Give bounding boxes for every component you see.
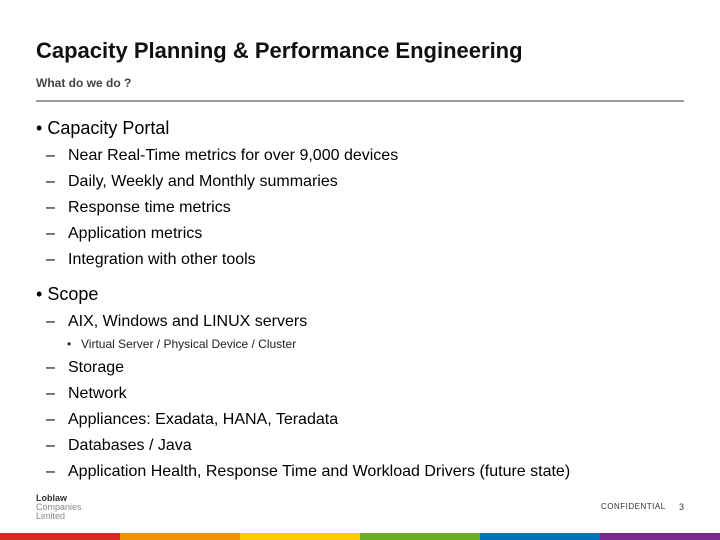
color-segment — [240, 533, 360, 540]
sub-list-item: • Virtual Server / Physical Device / Cluster — [67, 337, 297, 351]
dash-icon: – — [46, 463, 55, 480]
color-segment — [0, 533, 120, 540]
list-item: – Integration with other tools — [46, 251, 256, 268]
list-item: – Daily, Weekly and Monthly summaries — [46, 173, 338, 190]
list-item: – Application metrics — [46, 225, 203, 242]
dash-icon: – — [46, 225, 55, 242]
bullet-icon: • — [36, 118, 43, 138]
list-item: – Network — [46, 385, 127, 402]
list-item: – Appliances: Exadata, HANA, Teradata — [46, 411, 339, 428]
dash-icon: – — [46, 437, 55, 454]
page-number: 3 — [679, 502, 685, 512]
bullet-icon: • — [36, 284, 43, 304]
list-item: – Response time metrics — [46, 199, 231, 216]
title-divider — [36, 100, 684, 102]
confidential-label: CONFIDENTIAL — [601, 502, 666, 511]
dash-icon: – — [46, 385, 55, 402]
bullet-icon: • — [67, 337, 72, 351]
list-item: – AIX, Windows and LINUX servers — [46, 313, 308, 330]
list-item: – Application Health, Response Time and Workload Drivers (future state) — [46, 463, 571, 480]
list-item: – Near Real-Time metrics for over 9,000 devices — [46, 147, 399, 164]
section-heading-scope: • Scope — [36, 284, 99, 304]
list-item: – Databases / Java — [46, 437, 192, 454]
slide-title: Capacity Planning & Performance Engineering — [36, 38, 523, 63]
company-logo: Loblaw Companies Limited — [36, 493, 82, 521]
color-segment — [360, 533, 480, 540]
dash-icon: – — [46, 411, 55, 428]
dash-icon: – — [46, 313, 55, 330]
section-heading-capacity-portal: • Capacity Portal — [36, 118, 170, 138]
color-segment — [480, 533, 600, 540]
dash-icon: – — [46, 251, 55, 268]
slide-subtitle: What do we do ? — [36, 76, 132, 90]
color-bar — [0, 533, 720, 540]
dash-icon: – — [46, 359, 55, 376]
color-segment — [600, 533, 720, 540]
list-item: – Storage — [46, 359, 125, 376]
color-segment — [120, 533, 240, 540]
dash-icon: – — [46, 199, 55, 216]
dash-icon: – — [46, 147, 55, 164]
dash-icon: – — [46, 173, 55, 190]
